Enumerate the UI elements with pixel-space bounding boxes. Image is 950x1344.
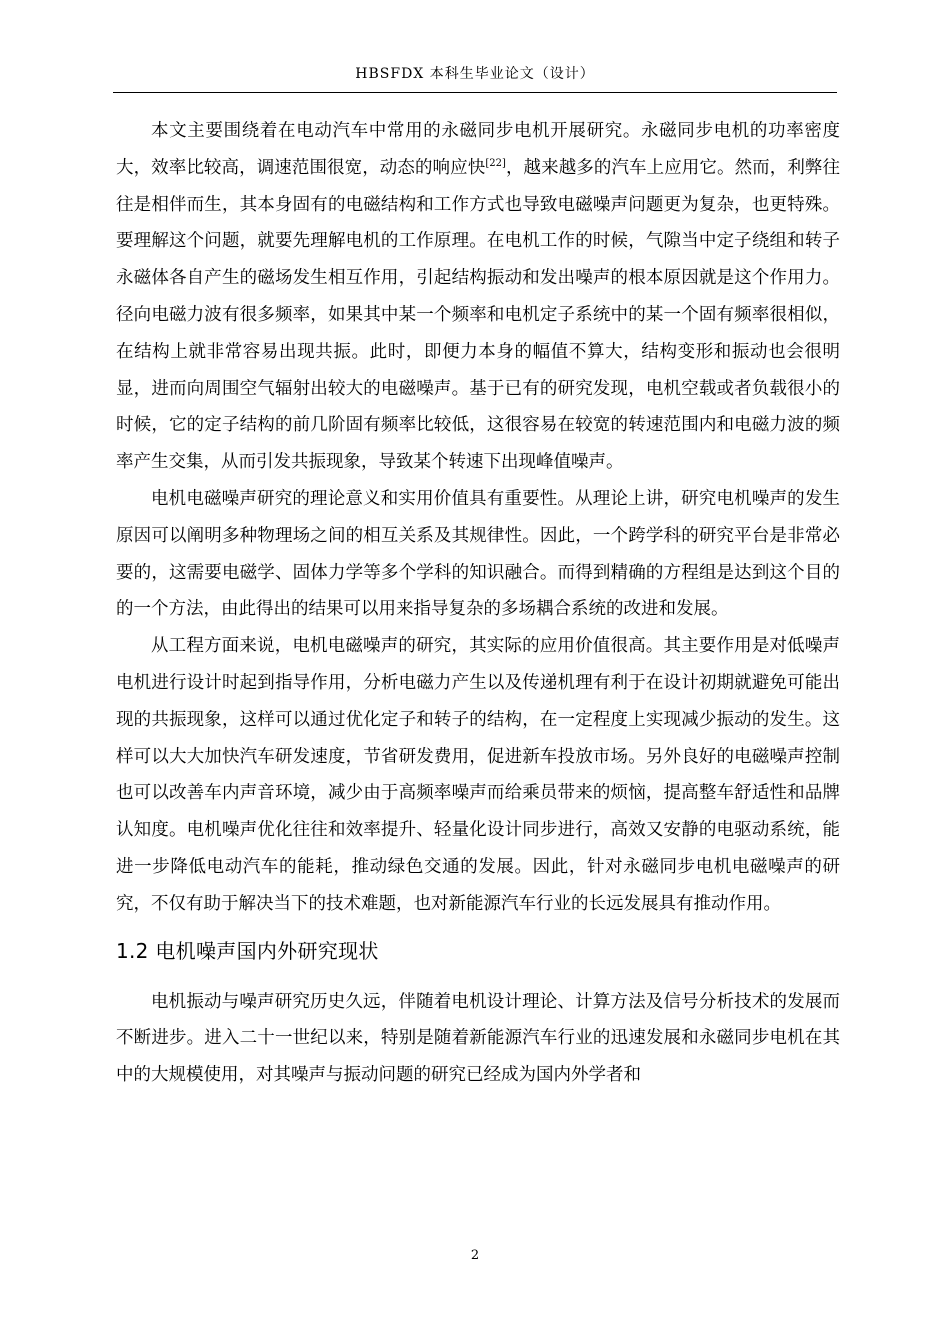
paragraph-research-status: 电机振动与噪声研究历史久远，伴随着电机设计理论、计算方法及信号分析技术的发展而不断进步。进入二十一世纪以来，特别是随着新能源汽车行业的迅速发展和永磁同步电机在其中的大规模使用，对其噪声与振动问题的研究已经成为国内外学者和 [116, 991, 840, 1086]
citation-superscript: [22] [485, 157, 506, 169]
paragraph-intro [116, 113, 840, 481]
running-header: HBSFDX 本科生毕业论文（设计） [355, 66, 595, 82]
paragraph-engineering: 从工程方面来说，电机电磁噪声的研究，其实际的应用价值很高。其主要作用是对低噪声电机进行设计时起到指导作用，分析电磁力产生以及传递机理有利于在设计初期就避免可能出现的共振现象，这样可以通过优化定子和转子的结构，在一定程度上实现减少振动的发生。这样可以大大加快汽车研发速度，节省研发费用，促进新车投放市场。另外良好的电磁噪声控制也可以改善车内声音环境，减少由于高频率噪声而给乘员带来的烦恼，提高整车舒适性和品牌认知度。电机噪声优化往往和效率提升、轻量化设计同步进行，高效又安静的电驱动系统，能进一步降低电动汽车的能耗，推动绿色交通的发展。因此，针对永磁同步电机电磁噪声的研究，不仅有助于解决当下的技术难题，也对新能源汽车行业的长远发展具有推动作用。 [116, 636, 840, 914]
paragraph-intro-text-start: 本文主要围绕着在电动汽车中常用的永磁同步电机开展研究。永磁同步电机的功率密度大，效率比较高，调速范围很宽，动态的响应快 [116, 121, 840, 178]
page-number: 2 [470, 1248, 480, 1263]
page-body [116, 113, 840, 1094]
paragraph-theory: 电机电磁噪声研究的理论意义和实用价值具有重要性。从理论上讲，研究电机噪声的发生原因可以阐明多种物理场之间的相互关系及其规律性。因此，一个跨学科的研究平台是非常必要的，这需要电磁学、固体力学等多个学科的知识融合。而得到精确的方程组是达到这个目的的一个方法，由此得出的结果可以用来指导复杂的多场耦合系统的改进和发展。 [116, 488, 840, 620]
paragraph-intro-text-end: ，越来越多的汽车上应用它。然而，利弊往往是相伴而生，其本身固有的电磁结构和工作方式也导致电磁噪声问题更为复杂，也更特殊。要理解这个问题，就要先理解电机的工作原理。在电机工作的时候，气隙当中定子绕组和转子永磁体各自产生的磁场发生相互作用，引起结构振动和发出噪声的根本原因就是这个作用力。径向电磁力波有很多频率，如果其中某一个频率和电机定子系统中的某一个固有频率很相似，在结构上就非常容易出现共振。此时，即便力本身的幅值不算大，结构变形和振动也会很明显，进而向周围空气辐射出较大的电磁噪声。基于已有的研究发现，电机空载或者负载很小的时候，它的定子结构的前几阶固有频率比较低，这很容易在较宽的转速范围内和电磁力波的频率产生交集，从而引发共振现象，导致某个转速下出现峰值噪声。 [116, 157, 841, 473]
section-heading: 1.2 电机噪声国内外研究现状 [116, 938, 379, 963]
header-rule [113, 92, 837, 93]
